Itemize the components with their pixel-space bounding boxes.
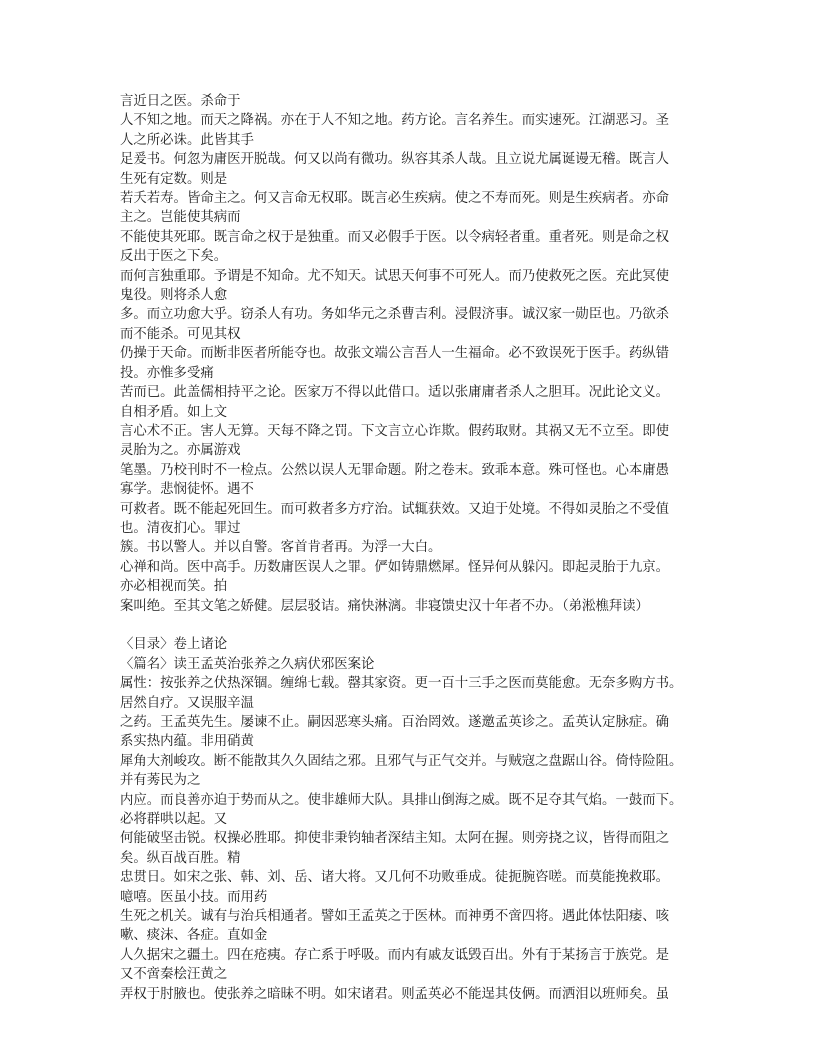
text-line: 〈目录〉卷上诸论 (120, 637, 228, 653)
text-line: 系实热内蕴。非用硝黄 (120, 734, 254, 750)
text-line: 而何言独重耶。予谓是不知命。尤不知天。试思天何事不可死人。而乃使救死之医。充此冥使 (120, 268, 670, 284)
text-line: 并有莠民为之 (120, 773, 201, 789)
document-page (120, 92, 700, 1004)
text-line: 之药。王孟英先生。屡谏不止。嗣因恶寒头痛。百治罔效。遂邀孟英诊之。孟英认定脉症。确 (120, 714, 670, 730)
text-line: 不能使其死耶。既言命之权于是独重。而又必假手于医。以令病轻者重。重者死。则是命之权 (120, 229, 670, 245)
text-line: 人久据宋之疆土。四在疮痍。存亡系于呼吸。而内有戚友诋毁百出。外有于某扬言于族党。是 (120, 947, 670, 963)
text-line: 若夭若寿。皆命主之。何又言命无权耶。既言必生疾病。使之不寿而死。则是生疾病者。亦命 (120, 191, 670, 207)
text-line: 忠贯日。如宋之张、韩、刘、岳、诸大将。又几何不功败垂成。徒扼腕咨嗟。而莫能挽救耶。 (120, 870, 670, 886)
text-line: 何能破坚击锐。权操必胜耶。抑使非秉钧轴者深结主知。太阿在握。则旁挠之议，皆得而阻之 (120, 831, 670, 847)
text-line: 簇。书以警人。并以自警。客首肯者再。为浮一大白。 (120, 540, 442, 556)
text-line: 矣。纵百战百胜。精 (120, 850, 241, 866)
text-line: 嗽、痰沫、各症。直如金 (120, 928, 268, 944)
text-line: 多。而立功愈大乎。窃杀人有功。务如华元之杀曹吉利。浸假济事。诚汉家一勋臣也。乃欲杀 (120, 307, 670, 323)
text-line: 必将群哄以起。又 (120, 812, 228, 828)
text-line: 笔墨。乃校刊时不一检点。公然以误人无罪命题。附之卷末。致乖本意。殊可怪也。心本庸愚 (120, 462, 670, 478)
text-line: 内应。而良善亦迫于势而从之。使非雄师大队。具排山倒海之威。既不足夺其气焰。一鼓而下。 (120, 792, 683, 808)
text-line: 也。清夜扪心。罪过 (120, 520, 241, 536)
text-line: 生死之机关。诚有与治兵相通者。譬如王孟英之于医林。而神勇不啻四将。遇此体怯阳痿、咳 (120, 909, 670, 925)
text-line: 人之所必诛。此皆其手 (120, 132, 254, 148)
text-line: 足爰书。何忽为庸医开脱哉。何又以尚有微功。纵容其杀人哉。且立说尤属诞谩无稽。既言人 (120, 152, 670, 168)
text-line: 又不啻秦桧汪黄之 (120, 967, 228, 983)
text-line: 苦而已。此盖儒相持平之论。医家万不得以此借口。适以张庸庸者杀人之胆耳。况此论文义。 (120, 385, 670, 401)
text-line: 噫嘻。医虽小技。而用药 (120, 889, 268, 905)
section-gap (120, 616, 700, 635)
text-line: 投。亦惟多受痛 (120, 365, 214, 381)
text-line: 反出于医之下矣。 (120, 249, 228, 265)
text-line: 言近日之医。杀命于 (120, 94, 241, 109)
text-line: 居然自疗。又误服辛温 (120, 695, 254, 711)
text-line: 心禅和尚。医中高手。历数庸医误人之罪。俨如铸鼎燃犀。怪异何从躲闪。即起灵胎于九京。 (120, 559, 670, 575)
text-line: 而不能杀。可见其权 (120, 326, 241, 342)
text-line: 弄权于肘腋也。使张养之暗昧不明。如宋诸君。则孟英必不能逞其伎俩。而洒泪以班师矣。虽 (120, 986, 670, 1002)
text-line: 可救者。既不能起死回生。而可救者多方疗治。试辄获效。又迫于处境。不得如灵胎之不受值 (120, 501, 670, 517)
text-line: 主之。岂能使其病而 (120, 210, 241, 226)
text-line: 〈篇名〉读王孟英治张养之久病伏邪医案论 (120, 656, 375, 672)
text-line: 自相矛盾。如上文 (120, 404, 228, 420)
text-line: 生死有定数。则是 (120, 171, 228, 187)
text-line: 案叫绝。至其文笔之娇健。层层驳诘。痛快淋漓。非寝馈史汉十年者不办。（弟淞樵拜读） (120, 598, 649, 614)
text-line: 言心术不正。害人无算。天每不降之罚。下文言立心诈欺。假药取财。其祸又无不立至。即使 (120, 423, 670, 439)
text-line: 鬼役。则将杀人愈 (120, 288, 228, 304)
text-line: 犀角大剂峻攻。断不能散其久久固结之邪。且邪气与正气交并。与贼寇之盘踞山谷。倚恃险阻。 (120, 753, 683, 769)
text-line: 属性：按张养之伏热深锢。缠绵七载。罄其家资。更一百十三手之医而莫能愈。无奈多购方书。 (120, 676, 683, 692)
text-line: 亦必相视而笑。拍 (120, 579, 228, 595)
text-line: 仍操于天命。而断非医者所能夺也。故张文端公言吾人一生福命。必不致误死于医手。药纵错 (120, 346, 670, 362)
text-line: 灵胎为之。亦属游戏 (120, 443, 241, 459)
text-section-1 (120, 92, 700, 616)
text-line: 寡学。悲悯徒怀。遇不 (120, 482, 254, 498)
text-line: 人不知之地。而天之降祸。亦在于人不知之地。药方论。言名养生。而实速死。江湖恶习。圣 (120, 113, 670, 129)
text-section-2 (120, 635, 700, 1004)
